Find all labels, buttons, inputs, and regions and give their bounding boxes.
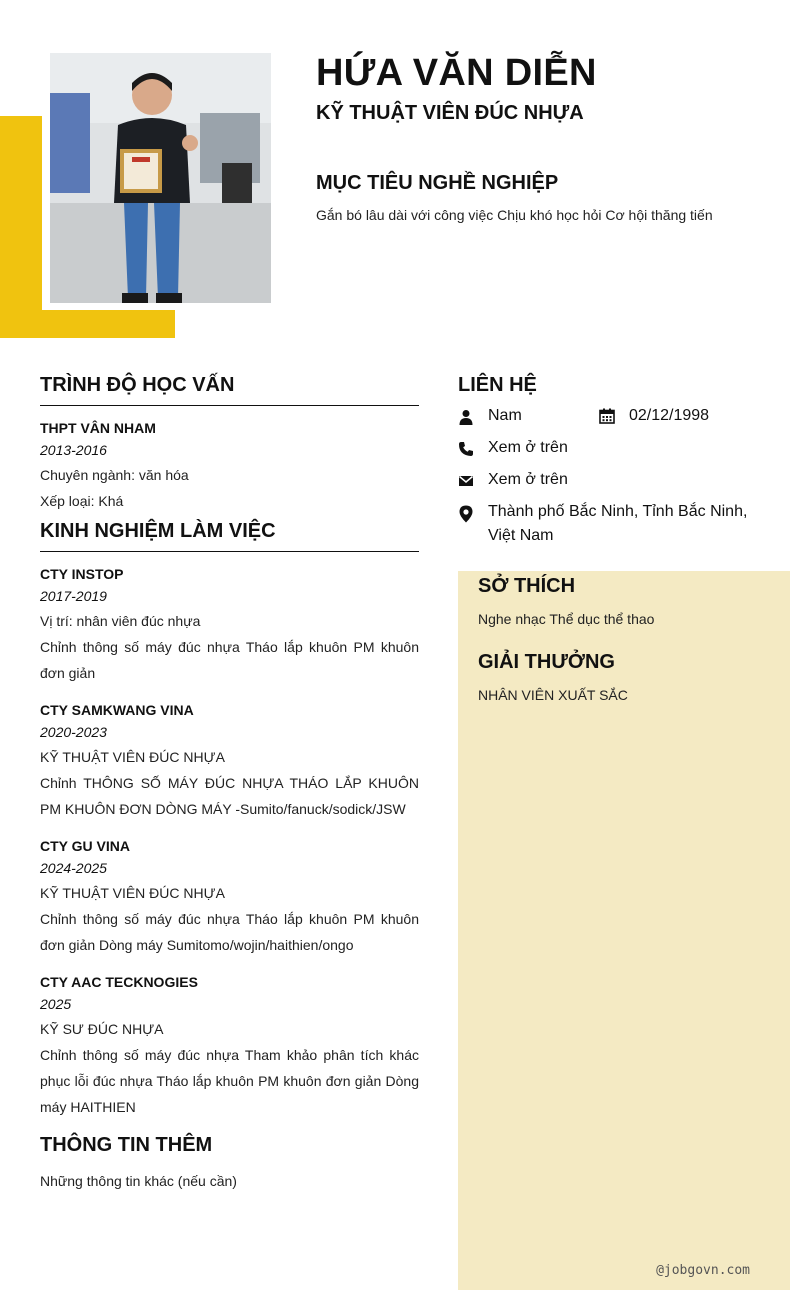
education-entry bbox=[40, 418, 419, 514]
person-icon bbox=[458, 409, 474, 425]
education-heading: TRÌNH ĐỘ HỌC VẤN bbox=[40, 374, 419, 406]
accent-bar-vertical bbox=[0, 116, 42, 338]
company-name: CTY AAC TECKNOGIES bbox=[40, 974, 198, 990]
phone-icon bbox=[458, 441, 474, 457]
company-name: CTY SAMKWANG VINA bbox=[40, 702, 194, 718]
side-panel bbox=[458, 571, 790, 1290]
email-icon bbox=[458, 473, 474, 489]
school-years: 2013-2016 bbox=[40, 442, 107, 458]
contact-phone: Xem ở trên bbox=[488, 439, 568, 456]
extra-info-heading: THÔNG TIN THÊM bbox=[40, 1134, 213, 1156]
contact-gender: Nam bbox=[488, 407, 522, 424]
contact-email: Xem ở trên bbox=[488, 471, 568, 488]
candidate-name: HỨA VĂN DIỄN bbox=[316, 52, 597, 94]
awards-heading: GIẢI THƯỞNG bbox=[478, 651, 615, 673]
hobbies-heading: SỞ THÍCH bbox=[478, 575, 576, 597]
left-column bbox=[40, 374, 419, 1189]
work-years: 2025 bbox=[40, 996, 72, 1012]
work-description: Chỉnh thông số máy đúc nhựa Tham khảo phân tích khác phục lỗi đúc nhựa Tháo lắp khuôn PM khuôn đơn giản Dòng máy HAITHIEN bbox=[40, 1047, 419, 1115]
work-role: KỸ THUẬT VIÊN ĐÚC NHỰA bbox=[40, 749, 225, 765]
work-role: KỸ THUẬT VIÊN ĐÚC NHỰA bbox=[40, 885, 225, 901]
job-title: KỸ THUẬT VIÊN ĐÚC NHỰA bbox=[316, 102, 584, 124]
watermark: @jobgovn.com bbox=[656, 1263, 750, 1278]
school-major: Chuyên ngành: văn hóa bbox=[40, 467, 189, 483]
school-grade: Xếp loại: Khá bbox=[40, 493, 124, 509]
experience-entry bbox=[40, 836, 419, 958]
experience-entry bbox=[40, 564, 419, 686]
work-years: 2024-2025 bbox=[40, 860, 107, 876]
work-role: KỸ SƯ ĐÚC NHỰA bbox=[40, 1021, 164, 1037]
work-description: Chỉnh thông số máy đúc nhựa Tháo lắp khuôn PM khuôn đơn giản Dòng máy Sumitomo/wojin/haithien/ongo bbox=[40, 911, 419, 953]
school-name: THPT VÂN NHAM bbox=[40, 420, 156, 436]
work-years: 2020-2023 bbox=[40, 724, 107, 740]
experience-entry bbox=[40, 700, 419, 822]
contact-address-line1: Thành phố Bắc Ninh, Tỉnh Bắc Ninh, bbox=[488, 503, 748, 520]
contact-birthday: 02/12/1998 bbox=[629, 407, 710, 424]
experience-heading: KINH NGHIỆM LÀM VIỆC bbox=[40, 520, 419, 552]
accent-bar-horizontal bbox=[0, 310, 175, 338]
work-description: Chỉnh thông số máy đúc nhựa Tháo lắp khuôn PM khuôn đơn giản bbox=[40, 639, 419, 681]
awards-text: NHÂN VIÊN XUẤT SẮC bbox=[478, 687, 628, 703]
objective-text: Gắn bó lâu dài với công việc Chịu khó học hỏi Cơ hội thăng tiến bbox=[316, 207, 713, 223]
work-description: Chỉnh THÔNG SỐ MÁY ĐÚC NHỰA THÁO LẮP KHUÔN PM KHUÔN ĐƠN DÒNG MÁY -Sumito/fanuck/sodick/JSW bbox=[40, 775, 419, 817]
company-name: CTY INSTOP bbox=[40, 566, 124, 582]
objective-heading: MỤC TIÊU NGHỀ NGHIỆP bbox=[316, 172, 559, 194]
experience-entry bbox=[40, 972, 419, 1120]
hobbies-text: Nghe nhạc Thể dục thể thao bbox=[478, 611, 655, 627]
profile-photo bbox=[50, 53, 271, 303]
contact-address-line2: Việt Nam bbox=[488, 527, 554, 544]
contact-heading: LIÊN HỆ bbox=[458, 374, 537, 396]
company-name: CTY GU VINA bbox=[40, 838, 130, 854]
calendar-icon bbox=[599, 408, 615, 424]
contact-address bbox=[488, 500, 747, 548]
extra-info-text: Những thông tin khác (nếu cần) bbox=[40, 1173, 237, 1189]
work-role: Vị trí: nhân viên đúc nhựa bbox=[40, 613, 201, 629]
work-years: 2017-2019 bbox=[40, 588, 107, 604]
location-pin-icon bbox=[458, 505, 474, 523]
